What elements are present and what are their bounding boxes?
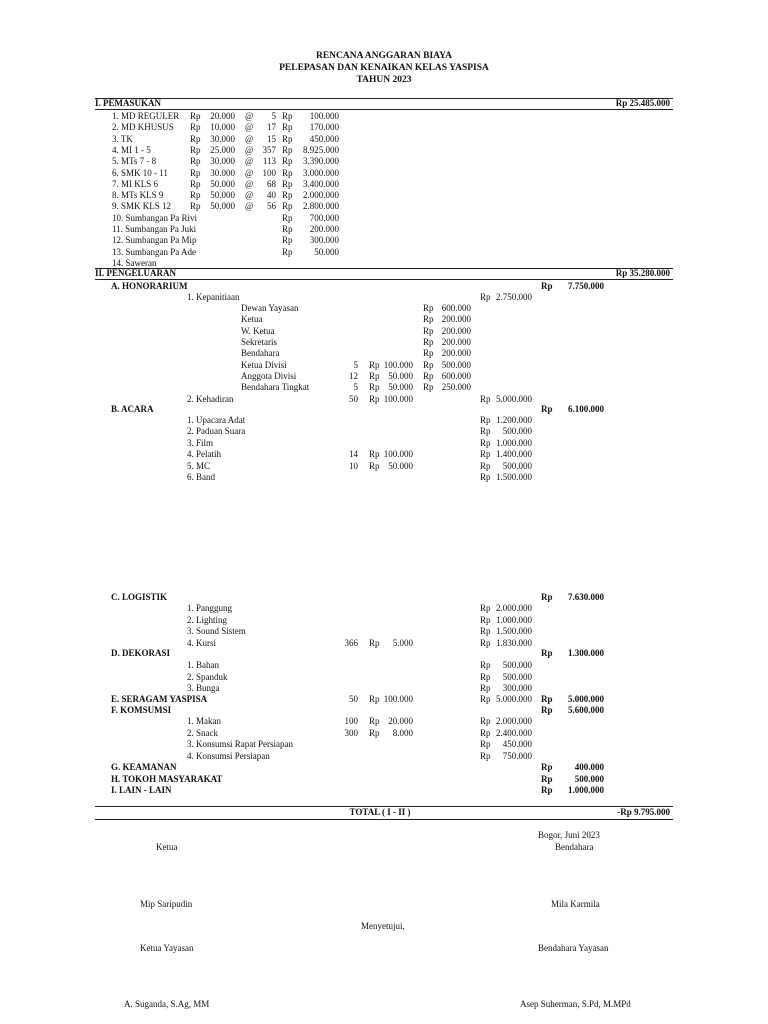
- income-item-at: @: [245, 167, 254, 178]
- document-year: TAHUN 2023: [356, 75, 412, 85]
- income-item-rp2: Rp: [282, 122, 293, 133]
- income-item-qty: 56: [267, 201, 276, 212]
- income-item-at: @: [245, 111, 254, 121]
- expense-item-amount: 500.000: [502, 426, 532, 437]
- income-item-label: 4. MI 1 - 5: [112, 144, 151, 155]
- income-item-amount: 2.800.000: [303, 201, 339, 212]
- kepanitiaan-label: 1. Kepanitiaan: [187, 292, 240, 302]
- expense-item-rp2: Rp: [480, 472, 491, 482]
- income-item-amount: 200.000: [309, 224, 339, 234]
- bendahara-name: Mila Karmila: [551, 899, 600, 909]
- member-rp2: Rp: [423, 370, 434, 381]
- income-item-rp: Rp: [190, 133, 201, 144]
- member-label: Ketua: [241, 314, 263, 325]
- expense-item-label: 6. Band: [187, 472, 215, 482]
- ketua-name: Mip Saripudin: [140, 899, 193, 909]
- expense-item-rp2: Rp: [480, 727, 491, 738]
- expense-item-amount: 1.500.000: [496, 472, 532, 482]
- seragam-qty: 50: [349, 694, 358, 704]
- expense-item-amount: 450.000: [502, 739, 532, 749]
- income-item-label: 12. Sumbangan Pa Mip: [112, 235, 197, 246]
- income-item-qty: 40: [267, 190, 276, 201]
- member-price: 100.000: [383, 359, 413, 370]
- income-item-price: 50.000: [210, 178, 235, 189]
- income-item-rp2: Rp: [282, 224, 293, 234]
- logistik-total: 7.630.000: [568, 592, 604, 602]
- seragam-total-rp: Rp: [541, 694, 553, 704]
- document-subtitle: PELEPASAN DAN KENAIKAN KELAS YASPISA: [279, 63, 489, 73]
- dekorasi-header: D. DEKORASI: [111, 648, 171, 658]
- member-price: 50.000: [388, 382, 413, 393]
- member-rp2: Rp: [423, 303, 434, 313]
- member-label: Bendahara Tingkat: [241, 382, 310, 393]
- income-item-price: 50.000: [210, 201, 235, 212]
- expense-item-rp2: Rp: [480, 415, 491, 425]
- kehadiran-rp: Rp: [369, 394, 380, 404]
- income-item-label: 9. SMK KLS 12: [112, 201, 172, 212]
- other-expense-total: 1.000.000: [568, 785, 604, 796]
- kehadiran-label: 2. Kehadiran: [187, 394, 234, 404]
- member-rp2: Rp: [423, 382, 434, 393]
- place-date: Bogor, Juni 2023: [538, 830, 600, 840]
- other-expense-rp: Rp: [541, 773, 553, 784]
- expense-item-amount: 500.000: [502, 671, 532, 682]
- member-amount: 500.000: [441, 359, 471, 370]
- expense-item-rp2: Rp: [480, 603, 491, 613]
- member-amount: 200.000: [441, 348, 471, 359]
- expense-item-label: 3. Film: [187, 437, 214, 448]
- expense-item-amount: 1.200.000: [496, 415, 532, 425]
- member-rp2: Rp: [423, 348, 434, 359]
- expense-item-label: 1. Panggung: [187, 603, 232, 613]
- income-item-at: @: [245, 144, 254, 155]
- member-amount: 250.000: [441, 382, 471, 393]
- income-item-price: 10.000: [210, 122, 235, 133]
- dekorasi-total-rp: Rp: [541, 648, 553, 658]
- income-item-amount: 50.000: [314, 246, 339, 257]
- expense-item-amount: 500.000: [502, 460, 532, 471]
- expense-item-price: 5.000: [392, 637, 413, 648]
- income-item-rp: Rp: [190, 190, 201, 201]
- income-item-at: @: [245, 156, 254, 167]
- member-label: Ketua Divisi: [241, 359, 287, 370]
- acara-header: B. ACARA: [111, 404, 154, 414]
- income-item-amount: 450.000: [309, 133, 339, 144]
- income-item-label: 1. MD REGULER: [112, 111, 180, 121]
- income-item-amount: 700.000: [309, 212, 339, 223]
- income-item-at: @: [245, 201, 254, 212]
- konsumsi-total-rp: Rp: [541, 705, 553, 715]
- income-item-label: 11. Sumbangan Pa Juki: [112, 224, 197, 234]
- expense-item-rp2: Rp: [480, 626, 491, 636]
- income-item-label: 6. SMK 10 - 11: [112, 167, 168, 178]
- income-item-qty: 17: [267, 122, 276, 133]
- member-qty: 5: [353, 359, 358, 370]
- expense-item-rp2: Rp: [480, 449, 491, 460]
- expense-item-rp2: Rp: [480, 614, 491, 625]
- expense-item-rp2: Rp: [480, 671, 491, 682]
- logistik-header: C. LOGISTIK: [111, 592, 168, 602]
- expense-item-label: 1. Upacara Adat: [187, 415, 246, 425]
- expense-item-label: 3. Konsumsi Rapat Persiapan: [187, 739, 293, 749]
- expense-item-qty: 100: [344, 716, 358, 726]
- ketua-yayasan-name: A. Suganda, S.Ag, MM: [124, 999, 210, 1009]
- kehadiran-amount: 5.000.000: [496, 394, 532, 404]
- income-item-rp: Rp: [190, 201, 201, 212]
- member-label: Anggota Divisi: [241, 370, 297, 381]
- expense-item-rp2: Rp: [480, 660, 491, 670]
- kehadiran-qty: 50: [349, 394, 358, 404]
- expense-item-amount: 500.000: [502, 660, 532, 670]
- income-item-amount: 3.390.000: [303, 156, 339, 167]
- grand-total-value: -Rp 9.795.000: [617, 807, 670, 817]
- kehadiran-price: 100.000: [383, 394, 413, 404]
- member-qty: 5: [353, 382, 358, 393]
- expense-item-amount: 1.000.000: [496, 437, 532, 448]
- income-item-label: 3. TK: [112, 133, 133, 144]
- income-item-rp2: Rp: [282, 201, 293, 212]
- expense-item-rp: Rp: [369, 727, 380, 738]
- dekorasi-total: 1.300.000: [568, 648, 604, 658]
- income-item-at: @: [245, 133, 254, 144]
- expense-item-amount: 1.830.000: [496, 637, 532, 648]
- income-item-price: 30.000: [210, 156, 235, 167]
- income-item-rp2: Rp: [282, 235, 293, 246]
- kepanitiaan-rp: Rp: [480, 292, 491, 302]
- expense-item-label: 4. Kursi: [187, 637, 216, 648]
- income-item-amount: 100.000: [309, 111, 339, 121]
- income-item-qty: 5: [271, 111, 276, 121]
- income-item-rp2: Rp: [282, 246, 293, 257]
- member-rp2: Rp: [423, 336, 434, 347]
- expense-item-qty: 366: [344, 637, 358, 648]
- expense-item-amount: 1.400.000: [496, 449, 532, 460]
- other-expense-label: I. LAIN - LAIN: [111, 785, 172, 796]
- income-item-rp2: Rp: [282, 144, 293, 155]
- income-item-price: 30.000: [210, 167, 235, 178]
- expense-item-price: 100.000: [383, 449, 413, 460]
- income-item-label: 10. Sumbangan Pa Rivi: [112, 212, 197, 223]
- expense-item-rp2: Rp: [480, 683, 491, 693]
- kepanitiaan-amount: 2.750.000: [496, 292, 532, 302]
- document-title: RENCANA ANGGARAN BIAYA: [315, 51, 452, 61]
- member-amount: 200.000: [441, 314, 471, 325]
- income-item-qty: 15: [267, 133, 276, 144]
- member-amount: 600.000: [441, 370, 471, 381]
- expense-item-label: 1. Makan: [187, 716, 221, 726]
- bendahara-yayasan-title: Bendahara Yayasan: [538, 943, 609, 953]
- income-item-rp: Rp: [190, 156, 201, 167]
- bendahara-yayasan-name: Asep Suherman, S.Pd, M.MPd: [520, 999, 631, 1009]
- income-header-rule: [95, 109, 673, 110]
- income-item-price: 25.000: [210, 144, 235, 155]
- income-item-rp2: Rp: [282, 178, 293, 189]
- income-item-price: 30.000: [210, 133, 235, 144]
- expense-item-amount: 1.000.000: [496, 614, 532, 625]
- expense-item-rp2: Rp: [480, 739, 491, 749]
- expense-item-amount: 2.400.000: [496, 727, 532, 738]
- member-amount: 200.000: [441, 336, 471, 347]
- income-item-amount: 3.400.000: [303, 178, 339, 189]
- member-rp: Rp: [369, 382, 380, 393]
- income-item-label: 7. MI KLS 6: [112, 178, 159, 189]
- expense-item-rp2: Rp: [480, 637, 491, 648]
- income-item-price: 20.000: [210, 111, 235, 121]
- kehadiran-rp2: Rp: [480, 394, 491, 404]
- income-item-label: 13. Sumbangan Pa Ade: [112, 246, 196, 257]
- member-amount: 200.000: [441, 325, 471, 336]
- member-rp2: Rp: [423, 359, 434, 370]
- konsumsi-header: F. KOMSUMSI: [111, 705, 172, 715]
- income-item-rp: Rp: [190, 167, 201, 178]
- income-item-label: 2. MD KHUSUS: [112, 122, 174, 133]
- ketua-yayasan-title: Ketua Yayasan: [140, 943, 194, 953]
- member-label: W. Ketua: [241, 325, 275, 336]
- expense-item-rp: Rp: [369, 637, 380, 648]
- other-expense-total: 500.000: [574, 773, 604, 784]
- expense-item-rp2: Rp: [480, 437, 491, 448]
- expense-item-label: 2. Paduan Suara: [187, 426, 246, 437]
- income-item-price: 50.000: [210, 190, 235, 201]
- logistik-total-rp: Rp: [541, 592, 553, 602]
- expense-header-rule: [95, 279, 673, 280]
- expense-item-rp2: Rp: [480, 460, 491, 471]
- income-item-rp2: Rp: [282, 133, 293, 144]
- income-item-rp: Rp: [190, 144, 201, 155]
- income-item-amount: 8.925.000: [303, 144, 339, 155]
- income-item-qty: 113: [262, 156, 276, 167]
- seragam-price: 100.000: [383, 694, 413, 704]
- member-amount: 600.000: [441, 303, 471, 313]
- honorarium-total: 7.750.000: [568, 281, 604, 291]
- expense-item-qty: 300: [344, 727, 358, 738]
- bendahara-title: Bendahara: [555, 842, 594, 852]
- member-rp2: Rp: [423, 314, 434, 325]
- income-total: Rp 25.485.000: [615, 98, 670, 108]
- income-item-rp2: Rp: [282, 167, 293, 178]
- expense-item-label: 1. Bahan: [187, 660, 219, 670]
- income-item-label: 8. MTs KLS 9: [112, 190, 164, 201]
- income-item-at: @: [245, 190, 254, 201]
- expense-total: Rp 35.280.000: [615, 268, 670, 278]
- expense-header: II. PENGELUARAN: [95, 268, 177, 278]
- expense-item-price: 8.000: [392, 727, 413, 738]
- income-item-rp: Rp: [190, 122, 201, 133]
- income-item-rp: Rp: [190, 111, 201, 121]
- acara-total: 6.100.000: [568, 404, 604, 414]
- expense-item-label: 2. Snack: [187, 727, 218, 738]
- member-rp: Rp: [369, 359, 380, 370]
- member-qty: 12: [349, 370, 358, 381]
- seragam-rp: Rp: [369, 694, 380, 704]
- approval-label: Menyetujui,: [361, 921, 405, 931]
- expense-item-rp: Rp: [369, 460, 380, 471]
- honorarium-header: A. HONORARIUM: [111, 281, 188, 291]
- seragam-header: E. SERAGAM YASPISA: [111, 694, 208, 704]
- income-item-rp2: Rp: [282, 156, 293, 167]
- income-header: I. PEMASUKAN: [95, 98, 162, 108]
- expense-item-rp2: Rp: [480, 750, 491, 761]
- expense-item-rp: Rp: [369, 716, 380, 726]
- seragam-total: 5.000.000: [568, 694, 604, 704]
- expense-item-amount: 1.500.000: [496, 626, 532, 636]
- seragam-rp2: Rp: [480, 694, 491, 704]
- expense-item-price: 50.000: [388, 460, 413, 471]
- income-item-label: 14. Saweran: [112, 257, 157, 268]
- expense-item-amount: 300.000: [502, 683, 532, 693]
- member-rp: Rp: [369, 370, 380, 381]
- expense-item-label: 2. Lighting: [187, 614, 227, 625]
- expense-item-label: 4. Konsumsi Persiapan: [187, 750, 270, 761]
- expense-item-label: 3. Bunga: [187, 683, 220, 693]
- expense-item-amount: 2.000.000: [496, 603, 532, 613]
- expense-item-rp2: Rp: [480, 426, 491, 437]
- expense-item-rp2: Rp: [480, 716, 491, 726]
- member-label: Dewan Yayasan: [241, 303, 299, 313]
- konsumsi-total: 5.600.000: [568, 705, 604, 715]
- member-rp2: Rp: [423, 325, 434, 336]
- grand-total-label: TOTAL ( I - II ): [349, 807, 411, 817]
- expense-item-qty: 14: [349, 449, 358, 460]
- honorarium-total-rp: Rp: [541, 281, 553, 291]
- income-item-qty: 68: [267, 178, 276, 189]
- income-item-rp2: Rp: [282, 190, 293, 201]
- income-item-amount: 2.000.000: [303, 190, 339, 201]
- expense-item-label: 2. Spanduk: [187, 671, 228, 682]
- seragam-amount: 5.000.000: [496, 694, 532, 704]
- income-item-at: @: [245, 122, 254, 133]
- expense-item-qty: 10: [349, 460, 358, 471]
- total-bottom-rule: [95, 819, 673, 820]
- other-expense-rp: Rp: [541, 785, 553, 796]
- income-item-rp2: Rp: [282, 212, 293, 223]
- income-item-label: 5. MTs 7 - 8: [112, 156, 157, 167]
- income-item-amount: 3.000.000: [303, 167, 339, 178]
- ketua-title: Ketua: [156, 842, 178, 852]
- income-item-qty: 357: [262, 144, 276, 155]
- other-expense-total: 400.000: [574, 762, 604, 772]
- other-expense-label: G. KEAMANAN: [111, 762, 177, 772]
- expense-item-amount: 750.000: [502, 750, 532, 761]
- income-item-at: @: [245, 178, 254, 189]
- income-item-rp2: Rp: [282, 111, 293, 121]
- income-item-amount: 170.000: [309, 122, 339, 133]
- member-label: Sekretaris: [241, 336, 277, 347]
- expense-item-price: 20.000: [388, 716, 413, 726]
- expense-item-label: 3. Sound Sistem: [187, 626, 246, 636]
- expense-item-rp: Rp: [369, 449, 380, 460]
- acara-total-rp: Rp: [541, 404, 553, 414]
- expense-item-amount: 2.000.000: [496, 716, 532, 726]
- other-expense-rp: Rp: [541, 762, 553, 772]
- other-expense-label: H. TOKOH MASYARAKAT: [111, 773, 223, 784]
- expense-item-label: 5. MC: [187, 460, 211, 471]
- income-item-amount: 300.000: [309, 235, 339, 246]
- income-item-rp: Rp: [190, 178, 201, 189]
- income-item-qty: 100: [262, 167, 276, 178]
- member-price: 50.000: [388, 370, 413, 381]
- member-label: Bendahara: [241, 348, 280, 359]
- expense-item-label: 4. Pelatih: [187, 449, 221, 460]
